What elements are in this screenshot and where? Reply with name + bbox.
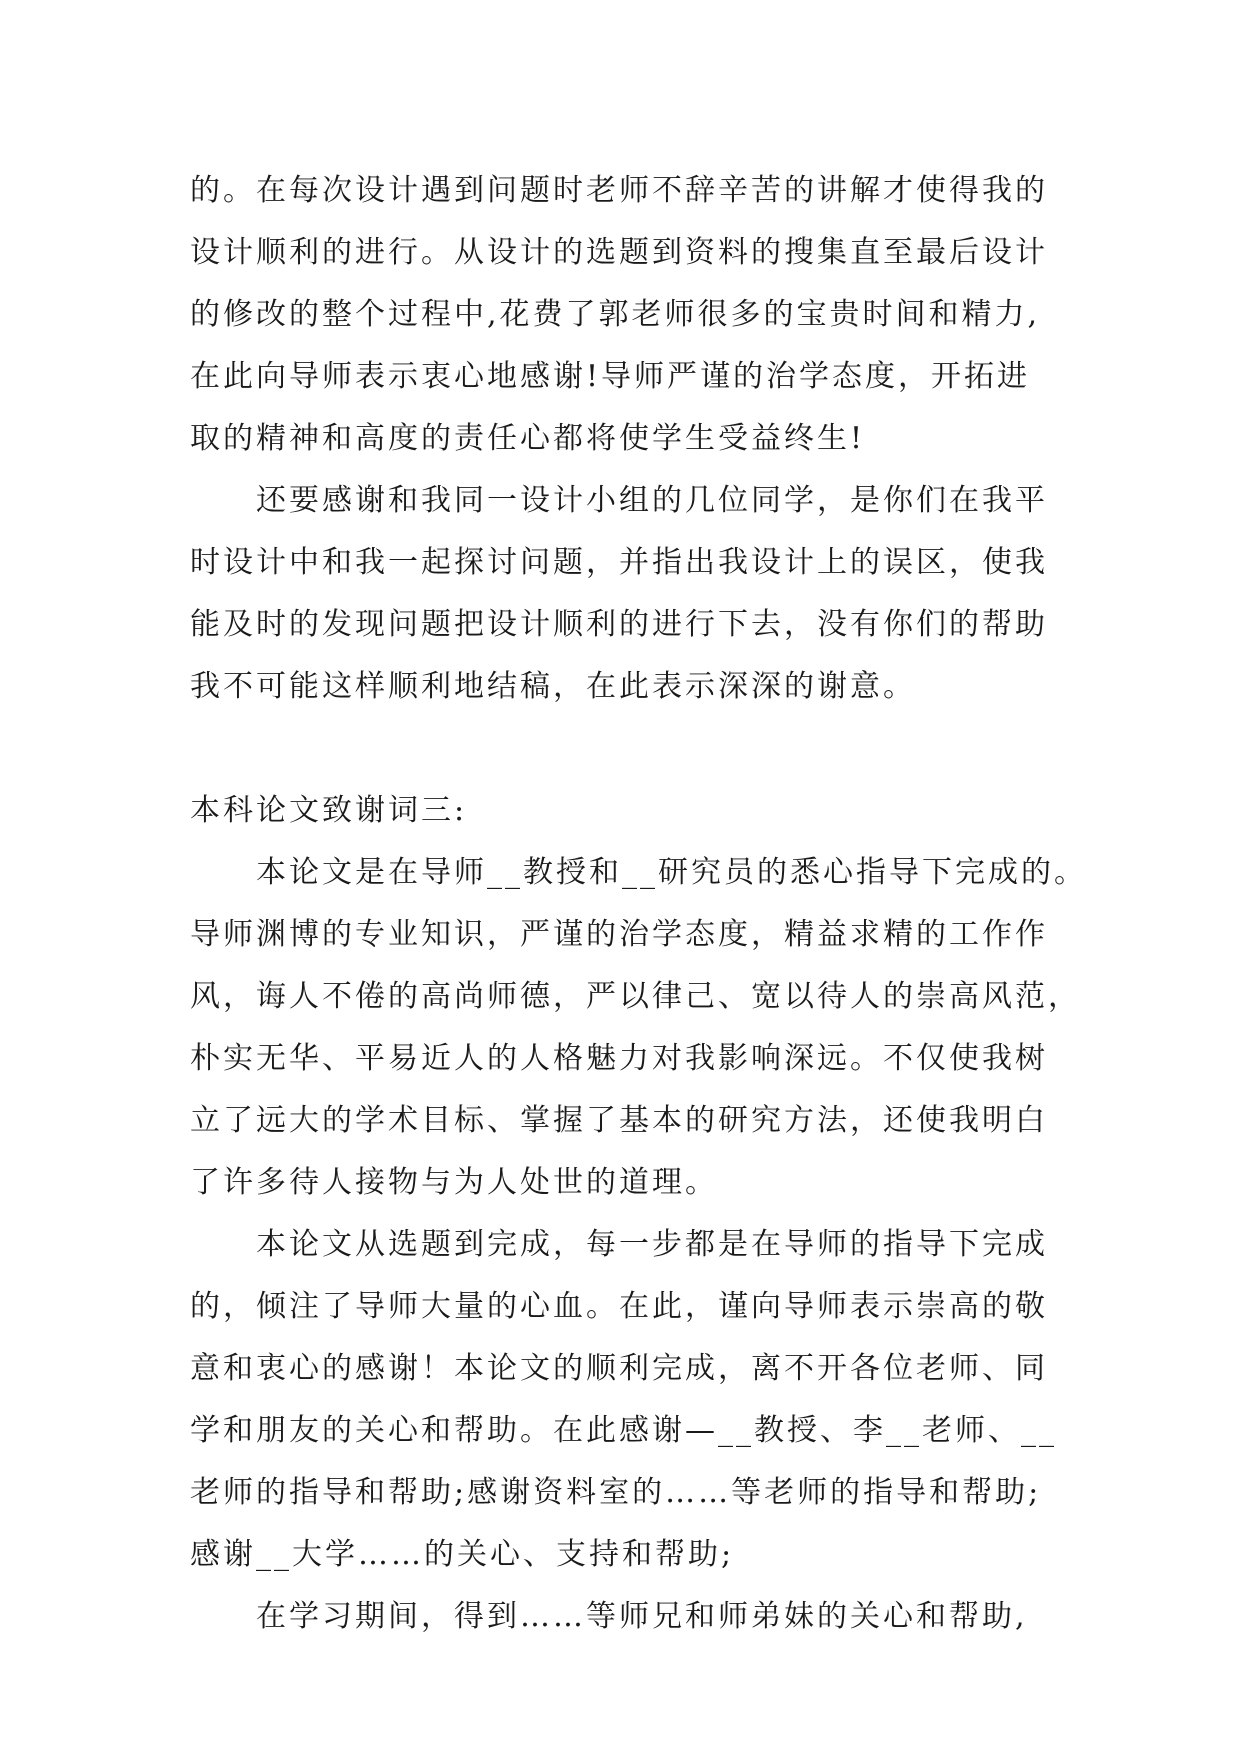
text-line: 设计顺利的进行。从设计的选题到资料的搜集直至最后设计 [190, 235, 1048, 270]
document-body [190, 160, 1090, 1648]
text-line: 意和衷心的感谢！本论文的顺利完成，离不开各位老师、同 [190, 1351, 1048, 1386]
section-spacer [190, 718, 1090, 780]
text-line: 了许多待人接物与为人处世的道理。 [190, 1165, 718, 1200]
text-line: 风，诲人不倦的高尚师德，严以律己、宽以待人的崇高风范， [190, 979, 1081, 1014]
text-line: 取的精神和高度的责任心都将使学生受益终生! [190, 421, 866, 456]
text-line: 感谢__大学……的关心、支持和帮助; [190, 1537, 735, 1572]
text-line: 在此向导师表示衷心地感谢!导师严谨的治学态度，开拓进 [190, 359, 1031, 394]
text-line: 老师的指导和帮助;感谢资料室的……等老师的指导和帮助; [190, 1475, 1042, 1510]
paragraph-start-line: 本论文是在导师__教授和__研究员的悉心指导下完成的。 [256, 855, 1087, 890]
text-line: 朴实无华、平易近人的人格魅力对我影响深远。不仅使我树 [190, 1041, 1048, 1076]
text-line: 学和朋友的关心和帮助。在此感谢—__教授、李__老师、__ [190, 1413, 1057, 1448]
text-line: 的修改的整个过程中,花费了郭老师很多的宝贵时间和精力, [190, 297, 1041, 332]
text-line: 时设计中和我一起探讨问题，并指出我设计上的误区，使我 [190, 545, 1048, 580]
text-line: 我不可能这样顺利地结稿，在此表示深深的谢意。 [190, 669, 916, 704]
text-line: 的。在每次设计遇到问题时老师不辞辛苦的讲解才使得我的 [190, 173, 1048, 208]
section-heading: 本科论文致谢词三: [190, 793, 468, 828]
text-line: 立了远大的学术目标、掌握了基本的研究方法，还使我明白 [190, 1103, 1048, 1138]
text-line: 的，倾注了导师大量的心血。在此，谨向导师表示崇高的敬 [190, 1289, 1048, 1324]
paragraph-start-line: 本论文从选题到完成，每一步都是在导师的指导下完成 [256, 1227, 1048, 1262]
text-line: 导师渊博的专业知识，严谨的治学态度，精益求精的工作作 [190, 917, 1048, 952]
paragraph-start-line: 在学习期间，得到……等师兄和师弟妹的关心和帮助, [256, 1599, 1028, 1634]
text-line: 能及时的发现问题把设计顺利的进行下去，没有你们的帮助 [190, 607, 1048, 642]
paragraph-start-line: 还要感谢和我同一设计小组的几位同学，是你们在我平 [256, 483, 1048, 518]
